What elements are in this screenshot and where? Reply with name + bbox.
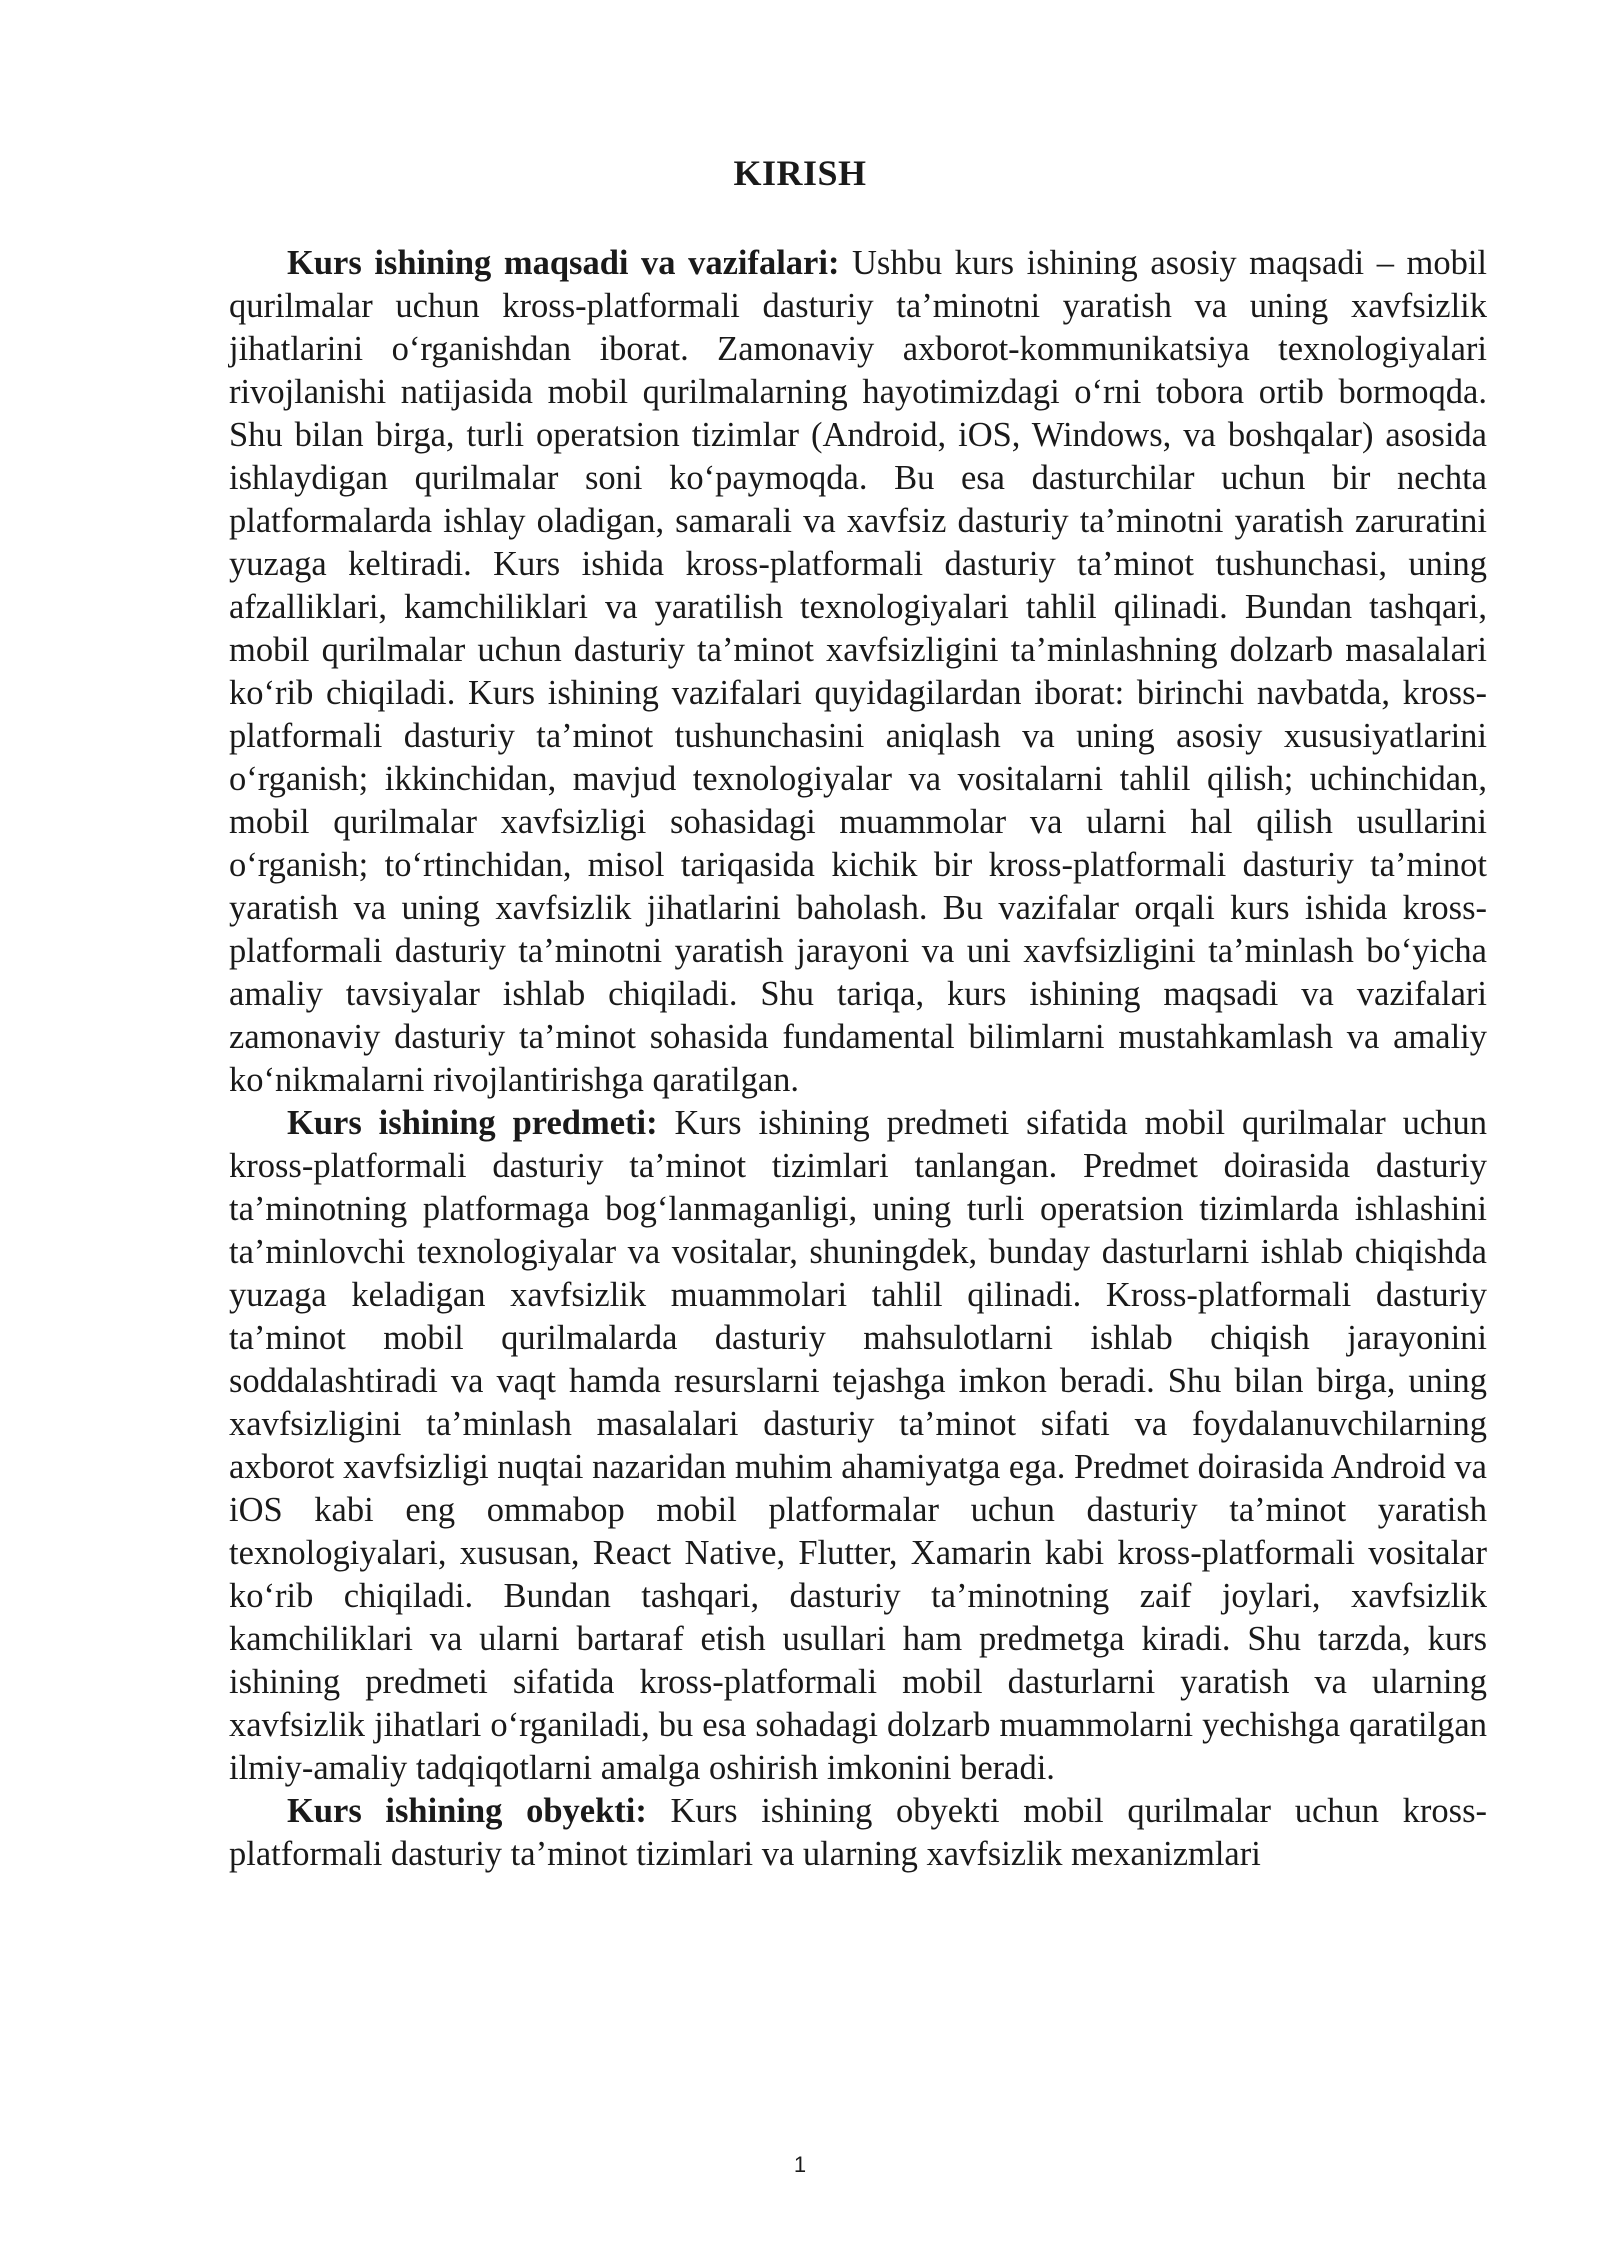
body-text bbox=[229, 242, 1487, 1876]
paragraph-text: Kurs ishining predmeti sifatida mobil qurilmalar uchun kross-platformali dasturiy ta’minot tizimlari tanlangan. Predmet doirasida dasturiy ta’minotning platformaga bog‘lanmaganligi, uning turli operatsion tizimlarda ishlashini ta’minlovchi texnologiyalar va vositalar, shuningdek, bunday dasturlarni ishlab chiqishda yuzaga keladigan xavfsizlik muammolari tahlil qilinadi. Kross-platformali dasturiy ta’minot mobil qurilmalarda dasturiy mahsulotlarni ishlab chiqish jarayonini soddalashtiradi va vaqt hamda resurslarni tejashga imkon beradi. Shu bilan birga, uning xavfsizligini ta’minlash masalalari dasturiy ta’minot sifati va foydalanuvchilarning axborot xavfsizligi nuqtai nazaridan muhim ahamiyatga ega. Predmet doirasida Android va iOS kabi eng ommabop mobil platformalar uchun dasturiy ta’minot yaratish texnologiyalari, xususan, React Native, Flutter, Xamarin kabi kross-platformali vositalar ko‘rib chiqiladi. Bundan tashqari, dasturiy ta’minotning zaif joylari, xavfsizlik kamchiliklari va ularni bartaraf etish usullari ham predmetga kiradi. Shu tarzda, kurs ishining predmeti sifatida kross-platformali mobil dasturlarni yaratish va ularning xavfsizlik jihatlari o‘rganiladi, bu esa sohadagi dolzarb muammolarni yechishga qaratilgan ilmiy-amaliy tadqiqotlarni amalga oshirish imkonini beradi. bbox=[229, 1104, 1487, 1787]
section-heading: Kurs ishining predmeti: bbox=[287, 1104, 658, 1142]
paragraph-maqsadi bbox=[229, 242, 1487, 1102]
paragraph-predmeti bbox=[229, 1102, 1487, 1790]
paragraph-text: Kurs ishining obyekti mobil qurilmalar uchun kross-platformali dasturiy ta’minot tizimlari va ularning xavfsizlik mexanizmlari bbox=[229, 1792, 1487, 1873]
section-heading: Kurs ishining obyekti: bbox=[287, 1792, 647, 1830]
paragraph-obyekti bbox=[229, 1790, 1487, 1876]
paragraph-text: Ushbu kurs ishining asosiy maqsadi – mobil qurilmalar uchun kross-platformali dasturiy ta’minotni yaratish va uning xavfsizlik jihatlarini o‘rganishdan iborat. Zamonaviy axborot-kommunikatsiya texnologiyalari rivojlanishi natijasida mobil qurilmalarning hayotimizdagi o‘rni tobora ortib bormoqda. Shu bilan birga, turli operatsion tizimlar (Android, iOS, Windows, va boshqalar) asosida ishlaydigan qurilmalar soni ko‘paymoqda. Bu esa dasturchilar uchun bir nechta platformalarda ishlay oladigan, samarali va xavfsiz dasturiy ta’minotni yaratish zaruratini yuzaga keltiradi. Kurs ishida kross-platformali dasturiy ta’minot tushunchasi, uning afzalliklari, kamchiliklari va yaratilish texnologiyalari tahlil qilinadi. Bundan tashqari, mobil qurilmalar uchun dasturiy ta’minot xavfsizligini ta’minlashning dolzarb masalalari ko‘rib chiqiladi. Kurs ishining vazifalari quyidagilardan iborat: birinchi navbatda, kross-platformali dasturiy ta’minot tushunchasini aniqlash va uning asosiy xususiyatlarini o‘rganish; ikkinchidan, mavjud texnologiyalar va vositalarni tahlil qilish; uchinchidan, mobil qurilmalar xavfsizligi sohasidagi muammolar va ularni hal qilish usullarini o‘rganish; to‘rtinchidan, misol tariqasida kichik bir kross-platformali dasturiy ta’minot yaratish va uning xavfsizlik jihatlarini baholash. Bu vazifalar orqali kurs ishida kross-platformali dasturiy ta’minotni yaratish jarayoni va uni xavfsizligini ta’minlash bo‘yicha amaliy tavsiyalar ishlab chiqiladi. Shu tariqa, kurs ishining maqsadi va vazifalari zamonaviy dasturiy ta’minot sohasida fundamental bilimlarni mustahkamlash va amaliy ko‘nikmalarni rivojlantirishga qaratilgan. bbox=[229, 244, 1487, 1099]
page-title: KIRISH bbox=[733, 153, 867, 193]
section-heading: Kurs ishining maqsadi va vazifalari: bbox=[287, 244, 840, 282]
page-number: 1 bbox=[793, 2152, 807, 2177]
